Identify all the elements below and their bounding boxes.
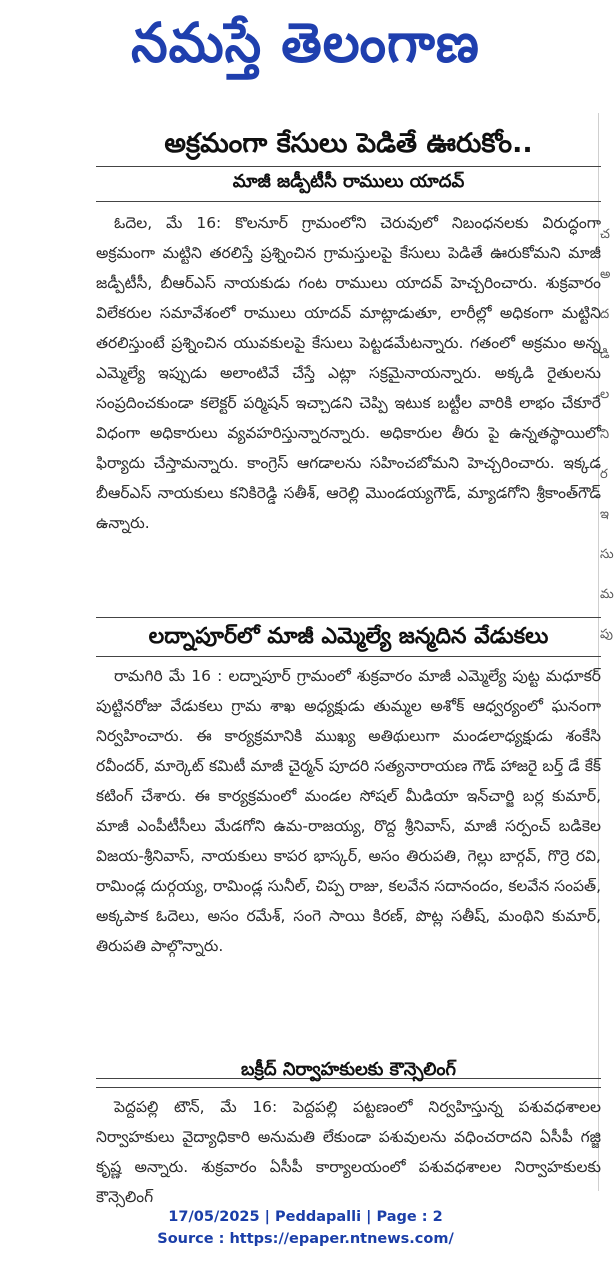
fragment: ని — [600, 427, 610, 442]
fragment: ర — [600, 467, 608, 482]
fragment: ద — [600, 307, 610, 322]
divider — [96, 166, 601, 167]
divider — [96, 201, 601, 202]
divider — [96, 656, 601, 657]
article-3 — [96, 1059, 601, 1206]
fragment: డి — [600, 347, 610, 362]
source-link[interactable]: Source : https://epaper.ntnews.com/ — [157, 1231, 454, 1247]
fragment: చ — [600, 227, 610, 242]
article-1-subhead: మాజీ జడ్పీటీసీ రాములు యాదవ్ — [232, 171, 465, 193]
fragment: పు — [600, 627, 613, 642]
article-1 — [96, 128, 601, 600]
adjacent-column-fragments — [600, 215, 614, 695]
article-2-body: రామగిరి మే 16 : లద్నాపూర్ గ్రామంలో శుక్రవారం మాజీ ఎమ్మెల్యే పుట్ట మధూకర్ పుట్టినరోజు వేడుకలు గ్రామ శాఖ అధ్యక్షుడు తుమ్మల అశోక్ ఆధ్వర్యంలో ఘనంగా నిర్వహించారు. ఈ కార్యక్రమానికి ముఖ్య అతిథులుగా మండలాధ్యక్షుడు శంకేసి రవీందర్, మార్కెట్ కమిటీ మాజీ చైర్మన్ పూదరి సత్యనారాయణ గౌడ్ హాజరై బర్త్ డే కేక్ కటింగ్ చేశారు. ఈ కార్యక్రమంలో మండల సోషల్ మీడియా ఇన్‌చార్జి బర్ల కుమార్, మాజీ ఎంపీటీసీలు మేడగోని ఉమ-రాజయ్య, రొద్ద శ్రీనివాస్, మాజీ సర్పంచ్ బడికెల విజయ-శ్రీనివాస్, నాయకులు కాపర భాస్కర్, అసం తిరుపతి, గెల్లు బార్గవ్, గొర్రె రవి, రామిండ్ల దుర్గయ్య, రామిండ్ల సునీల్, చిప్ప రాజు, కలవేన సదానందం, కలవేన సంపత్, అక్కపాక ఓదెలు, అసం రమేశ్, సంగె సాయి కిరణ్, పొట్ల సతీష్, మంథిని కుమార్, తిరుపతి పాల్గొన్నారు. — [96, 667, 601, 956]
edition-info: 17/05/2025 | Peddapalli | Page : 2 — [168, 1209, 443, 1225]
divider — [96, 617, 601, 618]
masthead — [0, 0, 611, 100]
page-footer — [0, 1206, 611, 1250]
fragment: సు — [600, 547, 614, 562]
article-1-body: ఓదెల, మే 16: కొలనూర్ గ్రామంలోని చెరువులో నిబంధనలకు విరుద్ధంగా అక్రమంగా మట్టిని తరలిస్తే ప్రశ్నించిన గ్రామస్తులపై కేసులు పెడితే ఊరుకోమని మాజీ జడ్పీటీసీ, బీఆర్ఎస్ నాయకుడు గంట రాములు యాదవ్ హెచ్చరించారు. శుక్రవారం విలేకరుల సమావేశంలో రాములు యాదవ్ మాట్లాడుతూ, లారీల్లో అధికంగా మట్టిని తరలిస్తుంటే ప్రశ్నించిన యువకులపై కేసులు పెట్టడమేటన్నారు. గతంలో అక్రమం అన్న ఎమ్మెల్యే ఇప్పుడు అలాంటివే చేస్తే ఎట్లా సక్రమైనాయన్నారు. అక్కడి రైతులను సంప్రదించకుండా కలెక్టర్ పర్మిషన్ ఇచ్చాడని చెప్పి ఇటుక బట్టీల వారికి లాభం చేకూరే విధంగా అధికారులు వ్యవహరిస్తున్నారన్నారు. అధికారుల తీరు పై ఉన్నతస్థాయిలో ఫిర్యాదు చేస్తామన్నారు. కాంగ్రెస్ ఆగడాలను సహించబోమని హెచ్చరించారు. ఇక్కడ బీఆర్ఎస్ నాయకులు కనికిరెడ్డి సతీశ్, ఆరెల్లి మొండయ్యగౌడ్, మ్యాడగోని శ్రీకాంత్‌గౌడ్ ఉన్నారు. — [96, 213, 601, 532]
article-2 — [96, 617, 601, 1111]
fragment: ల — [600, 387, 610, 402]
article-3-body: పెద్దపల్లి టౌన్, మే 16: పెద్దపల్లి పట్టణంలో నిర్వహిస్తున్న పశువధశాలల నిర్వాహకులు వైద్యాధికారి అనుమతి లేకుండా పశువులను వధించరాదని ఏసీపీ గజ్జి కృష్ణ అన్నారు. శుక్రవారం ఏసీపీ కార్యాలయంలో పశువధశాలల నిర్వాహకులకు కౌన్సెలింగ్ — [96, 1097, 601, 1206]
fragment: అ — [600, 267, 611, 282]
article-3-headline: బక్రీద్ నిర్వాహకులకు కౌన్సెలింగ్ — [241, 1059, 456, 1080]
newspaper-logo: నమస్తే తెలంగాణ — [131, 11, 480, 75]
fragment: ఇ — [600, 507, 609, 522]
divider — [96, 1087, 601, 1088]
article-2-headline: లద్నాపూర్‌లో మాజీ ఎమ్మెల్యే జన్మదిన వేడుకలు — [148, 624, 549, 649]
fragment: మ — [600, 587, 614, 602]
article-1-headline: అక్రమంగా కేసులు పెడితే ఊరుకోం.. — [164, 128, 533, 159]
